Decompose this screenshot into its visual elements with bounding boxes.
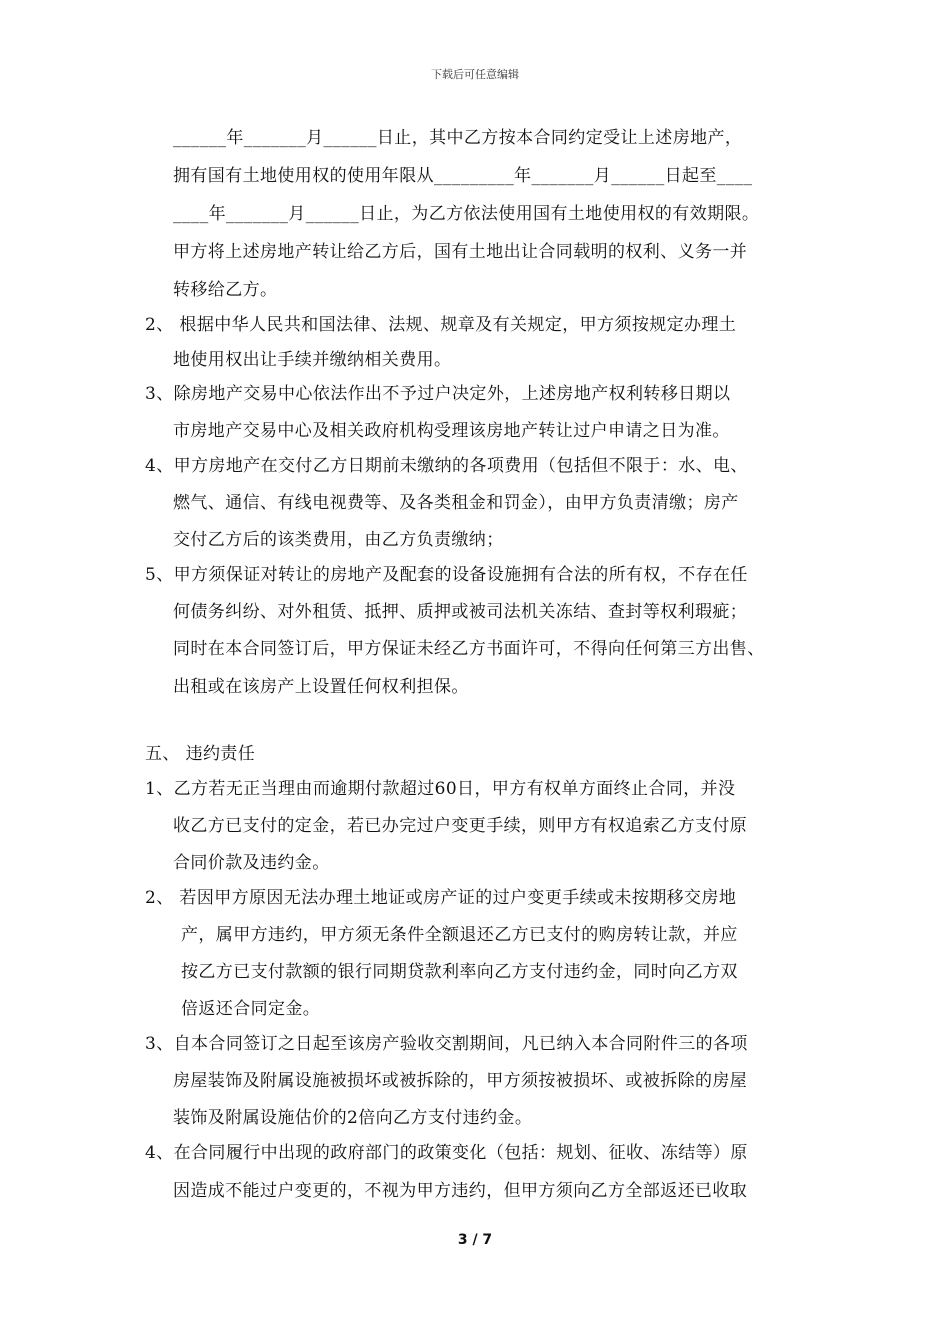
text-line: 地使用权出让手续并缴纳相关费用。 — [173, 350, 452, 370]
text-line: 产，属甲方违约，甲方须无条件全额退还乙方已支付的购房转让款，并应 — [181, 925, 738, 945]
text-line: 3、自本合同签订之日起至该房产验收交割期间，凡已纳入本合同附件三的各项 — [145, 1034, 748, 1054]
text-line: 因造成不能过户变更的，不视为甲方违约，但甲方须向乙方全部返还已收取 — [173, 1181, 748, 1201]
text-line: 同时在本合同签订后，甲方保证未经乙方书面许可，不得向任何第三方出售、 — [173, 639, 765, 659]
text-line: 5、甲方须保证对转让的房地产及配套的设备设施拥有合法的所有权，不存在任 — [145, 565, 748, 585]
text-line: 1、乙方若无正当理由而逾期付款超过60日，甲方有权单方面终止合同，并没 — [145, 779, 736, 799]
text-line: ____年_______月______日止，为乙方依法使用国有土地使用权的有效期限。 — [173, 204, 760, 224]
text-line: 倍返还合同定金。 — [181, 999, 321, 1019]
section-heading: 五、 违约责任 — [145, 744, 256, 764]
text-line: 收乙方已支付的定金，若已办完过户变更手续，则甲方有权追索乙方支付原 — [173, 816, 748, 836]
text-line: ______年_______月______日止，其中乙方按本合同约定受让上述房地产， — [173, 128, 743, 148]
text-line: 房屋装饰及附属设施被损坏或被拆除的，甲方须按被损坏、或被拆除的房屋 — [173, 1071, 748, 1091]
text-line: 2、 若因甲方原因无法办理土地证或房产证的过户变更手续或未按期移交房地 — [145, 888, 737, 908]
text-line: 燃气、通信、有线电视费等、及各类租金和罚金），由甲方负责清缴；房产 — [173, 493, 739, 513]
text-line: 甲方将上述房地产转让给乙方后，国有土地出让合同载明的权利、义务一并 — [173, 242, 748, 262]
text-line: 装饰及附属设施估价的2倍向乙方支付违约金。 — [173, 1108, 533, 1128]
text-line: 交付乙方后的该类费用，由乙方负责缴纳； — [173, 530, 504, 550]
text-line: 3、除房地产交易中心依法作出不予过户决定外，上述房地产权利转移日期以 — [145, 384, 731, 404]
page-header: 下载后可任意编辑 — [431, 68, 519, 81]
text-line: 出租或在该房产上设置任何权利担保。 — [173, 677, 469, 697]
text-line: 转移给乙方。 — [173, 280, 278, 300]
text-line: 按乙方已支付款额的银行同期贷款利率向乙方支付违约金，同时向乙方双 — [181, 962, 738, 982]
text-line: 4、甲方房地产在交付乙方日期前未缴纳的各项费用（包括但不限于：水、电、 — [145, 456, 748, 476]
text-line: 4、在合同履行中出现的政府部门的政策变化（包括：规划、征收、冻结等）原 — [145, 1143, 748, 1163]
text-line: 2、 根据中华人民共和国法律、法规、规章及有关规定，甲方须按规定办理土 — [145, 315, 737, 335]
text-line: 何债务纠纷、对外租赁、抵押、质押或被司法机关冻结、查封等权利瑕疵； — [173, 602, 748, 622]
text-line: 拥有国有土地使用权的使用年限从_________年_______月______日起至____ — [173, 166, 753, 186]
text-line: 合同价款及违约金。 — [173, 853, 330, 873]
page-number: 3 / 7 — [457, 1232, 493, 1248]
text-line: 市房地产交易中心及相关政府机构受理该房地产转让过户申请之日为准。 — [173, 421, 730, 441]
